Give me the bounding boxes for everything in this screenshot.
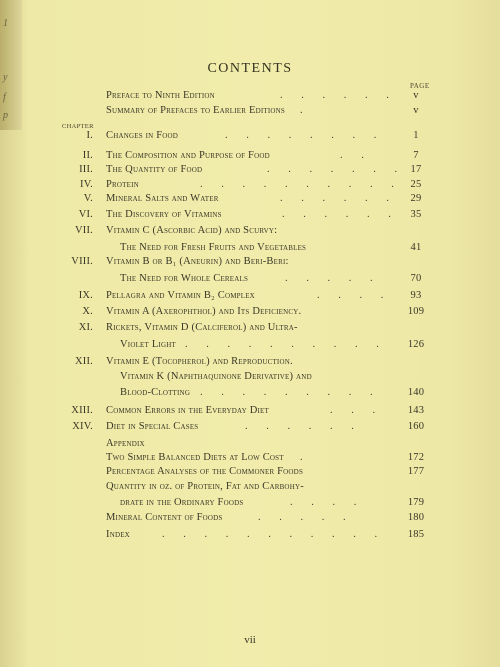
entry-title: Mineral Content of Foods — [106, 512, 223, 523]
toc-entry — [0, 192, 500, 206]
dot-leader: . . . . . — [285, 273, 381, 284]
entry-title: Quantity in oz. of Protein, Fat and Carbohy- — [106, 481, 304, 492]
toc-entry — [0, 420, 500, 434]
entry-title: The Quantity of Food — [106, 164, 203, 175]
toc-entry — [0, 386, 500, 400]
toc-entry — [0, 163, 500, 177]
toc-entry — [0, 149, 500, 163]
entry-title: Index — [106, 529, 130, 540]
entry-page-number: 1 — [413, 130, 419, 141]
toc-entry — [0, 272, 500, 286]
chapter-number: II. — [82, 150, 93, 161]
entry-title: Blood-Clotting — [120, 387, 191, 398]
entry-page-number: 35 — [410, 209, 422, 220]
chapter-number: XI. — [78, 322, 93, 333]
entry-page-number: 172 — [407, 452, 425, 463]
entry-title: Vitamin A (Axerophthol) and Its Deficiency. — [106, 306, 302, 317]
toc-entry — [0, 89, 500, 103]
toc-entry — [0, 208, 500, 222]
entry-page-number: 177 — [407, 466, 425, 477]
dot-leader: . . . . . . . . . . — [185, 339, 387, 350]
chapter-number: III. — [79, 164, 93, 175]
entry-page-number: 93 — [410, 290, 422, 301]
toc-entry — [0, 511, 500, 525]
toc-entry — [0, 289, 500, 303]
entry-page-number: 70 — [410, 273, 422, 284]
entry-title: Vitamin K (Naphthaquinone Derivative) and — [120, 371, 312, 382]
toc-entry — [0, 528, 500, 542]
chapter-number: V. — [83, 193, 93, 204]
chapter-number: IX. — [78, 290, 93, 301]
entry-title: The Need for Fresh Fruits and Vegetables — [120, 242, 307, 253]
dot-leader: . . . . . . — [245, 421, 362, 432]
chapter-column-header: CHAPTER — [62, 123, 94, 130]
entry-title: Common Errors in the Everyday Diet — [106, 405, 269, 416]
edge-mark: f — [3, 92, 6, 103]
entry-title: Pellagra and Vitamin B₂ Complex — [106, 290, 255, 301]
entry-title: Mineral Salts and Water — [106, 193, 219, 204]
entry-title: Appendix — [106, 438, 145, 449]
entry-title: The Composition and Purpose of Food — [106, 150, 270, 161]
toc-entry — [0, 224, 500, 238]
dot-leader: . . . . — [317, 290, 392, 301]
toc-entry — [0, 355, 500, 369]
entry-page-number: v — [413, 105, 419, 116]
toc-entry — [0, 370, 500, 384]
dot-leader: . . . . . . . . . — [200, 387, 381, 398]
entry-page-number: 126 — [407, 339, 425, 350]
toc-entry — [0, 178, 500, 192]
entry-title: The Need for Whole Cereals — [120, 273, 249, 284]
dot-leader: . . . . . . — [280, 90, 397, 101]
entry-title: Violet Light — [120, 339, 176, 350]
dot-leader: . . . . . — [258, 512, 354, 523]
dot-leader: . . . . . . . . — [225, 130, 385, 141]
dot-leader: . . . . . . . . . . . — [162, 529, 386, 540]
entry-title: Changes in Food — [106, 130, 179, 141]
entry-title: drate in the Ordinary Foods — [120, 497, 244, 508]
entry-page-number: 109 — [407, 306, 425, 317]
entry-title: Vitamin B or B₁ (Aneurin) and Beri-Beri: — [106, 256, 289, 267]
toc-entry — [0, 465, 500, 479]
toc-entry — [0, 305, 500, 319]
entry-title: Percentage Analyses of the Commoner Foods — [106, 466, 304, 477]
entry-title: Vitamin E (Tocopherol) and Reproduction. — [106, 356, 293, 367]
entry-page-number: 160 — [407, 421, 425, 432]
entry-page-number: 180 — [407, 512, 425, 523]
page-column-header: PAGE — [410, 82, 430, 90]
chapter-number: I. — [86, 130, 93, 141]
entry-title: Preface to Ninth Edition — [106, 90, 215, 101]
edge-mark: y — [3, 72, 8, 83]
chapter-number: VII. — [74, 225, 93, 236]
entry-title: The Discovery of Vitamins — [106, 209, 222, 220]
toc-entry — [0, 338, 500, 352]
edge-mark: p — [3, 110, 8, 121]
chapter-number: VIII. — [71, 256, 93, 267]
dot-leader: . . . . . . . — [267, 164, 406, 175]
edge-mark: 1 — [3, 18, 8, 29]
chapter-number: X. — [82, 306, 93, 317]
toc-entry — [0, 404, 500, 418]
toc-entry — [0, 437, 500, 451]
toc-entry — [0, 241, 500, 255]
dot-leader: . — [300, 105, 311, 116]
entry-page-number: 29 — [410, 193, 422, 204]
entry-title: Vitamin C (Ascorbic Acid) and Scurvy: — [106, 225, 278, 236]
dot-leader: . . — [340, 150, 372, 161]
toc-entry — [0, 496, 500, 510]
entry-page-number: 140 — [407, 387, 425, 398]
entry-page-number: 143 — [407, 405, 425, 416]
chapter-number: XII. — [74, 356, 93, 367]
entry-page-number: 179 — [407, 497, 425, 508]
toc-entry — [0, 255, 500, 269]
entry-title: Protein — [106, 179, 139, 190]
entry-page-number: v — [413, 90, 419, 101]
toc-entry — [0, 104, 500, 118]
entry-page-number: 17 — [410, 164, 422, 175]
page-number-footer: vii — [244, 634, 256, 646]
entry-page-number: 25 — [410, 179, 422, 190]
chapter-number: VI. — [78, 209, 93, 220]
entry-title: Summary of Prefaces to Earlier Editions — [106, 105, 285, 116]
dot-leader: . — [300, 452, 311, 463]
dot-leader: . . . . . . — [282, 209, 399, 220]
entry-page-number: 41 — [410, 242, 422, 253]
entry-page-number: 7 — [413, 150, 419, 161]
dot-leader: . . . . . . . . . . — [200, 179, 402, 190]
dot-leader: . . . . . . — [280, 193, 397, 204]
dot-leader: . . . . — [290, 497, 365, 508]
chapter-number: XIV. — [72, 421, 93, 432]
chapter-number: XIII. — [71, 405, 93, 416]
entry-page-number: 185 — [407, 529, 425, 540]
toc-entry — [0, 321, 500, 335]
toc-entry — [0, 451, 500, 465]
entry-title: Two Simple Balanced Diets at Low Cost — [106, 452, 284, 463]
toc-entry — [0, 480, 500, 494]
toc-entry — [0, 129, 500, 143]
entry-title: Diet in Special Cases — [106, 421, 199, 432]
dot-leader: . . . — [330, 405, 384, 416]
chapter-number: IV. — [80, 179, 93, 190]
entry-title: Rickets, Vitamin D (Calciferol) and Ultra- — [106, 322, 298, 333]
page-title: CONTENTS — [207, 61, 293, 76]
